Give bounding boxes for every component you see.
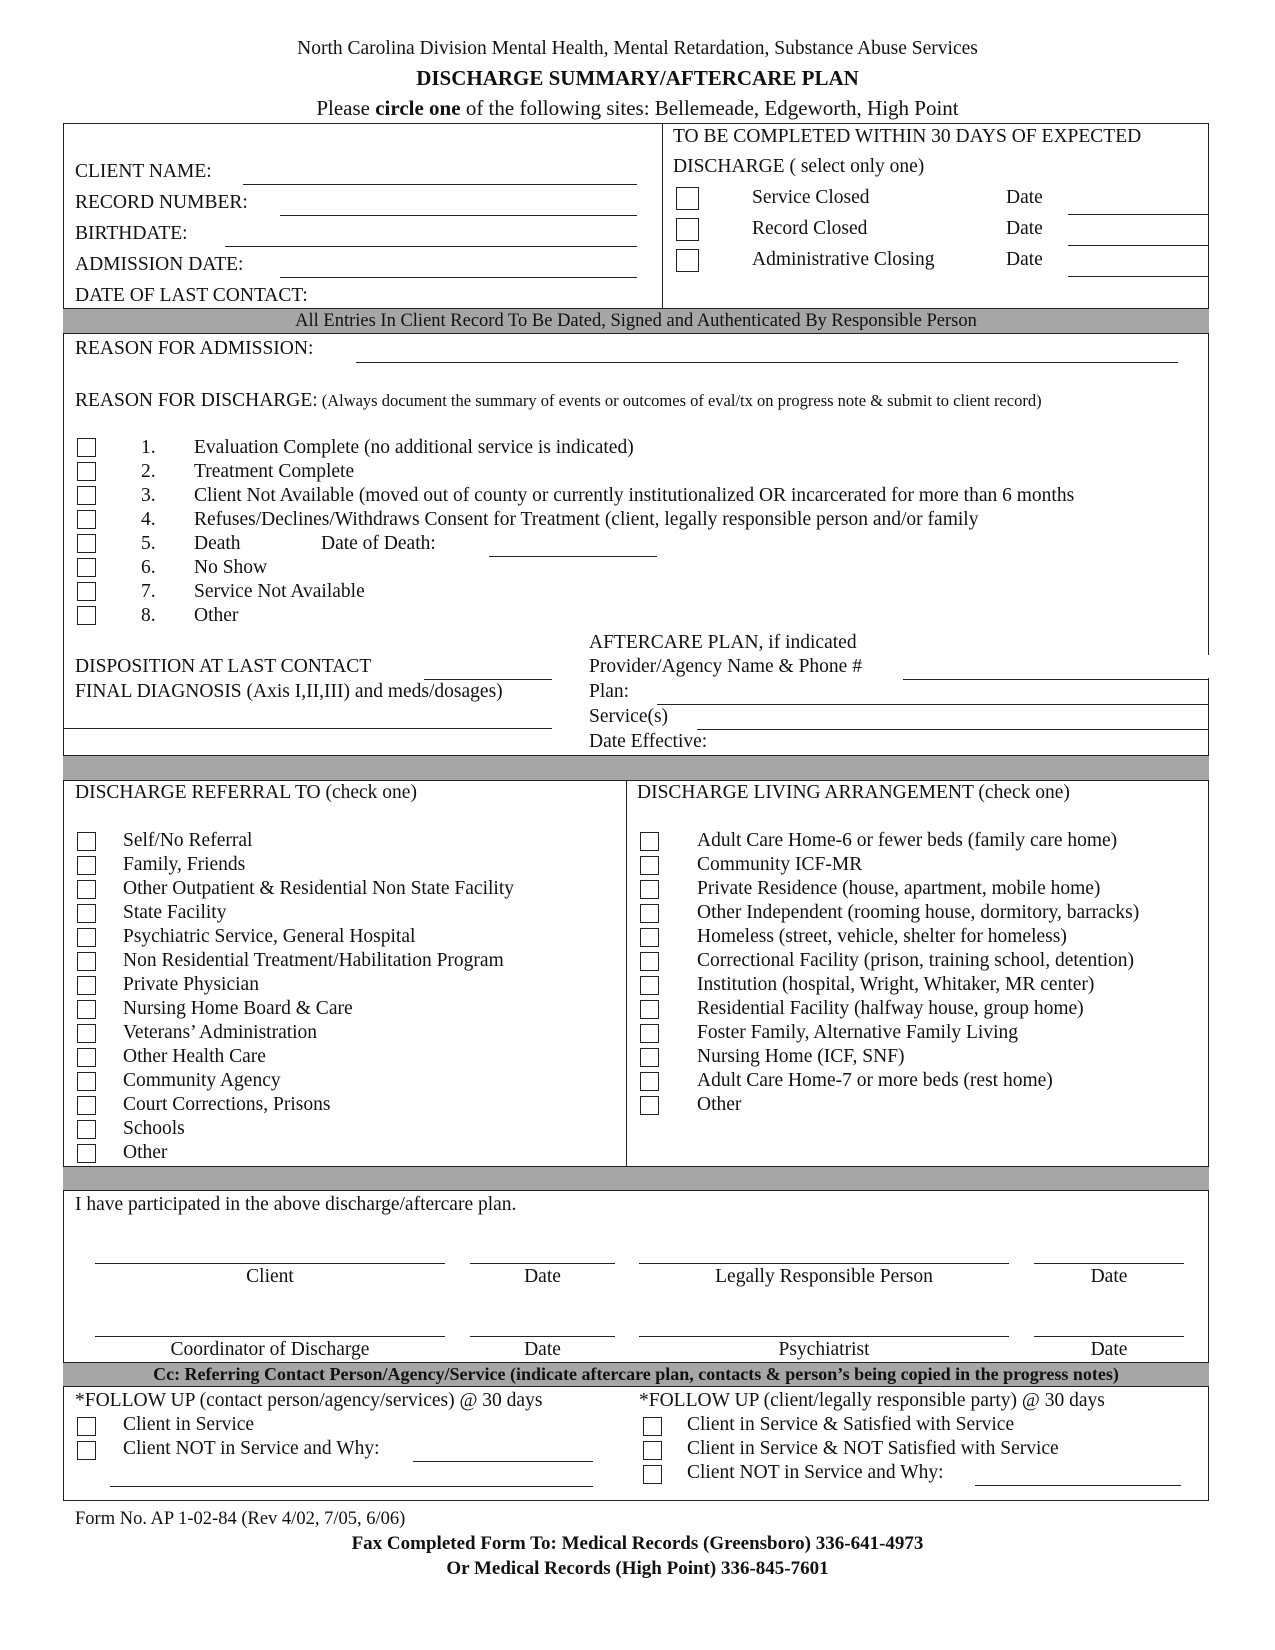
- frame-bottom: [63, 1500, 1209, 1501]
- service-closed-date-field[interactable]: [1068, 214, 1208, 215]
- date-of-death-field[interactable]: [489, 556, 657, 557]
- referral-option-checkbox[interactable]: [77, 1048, 96, 1067]
- referral-option-checkbox[interactable]: [77, 880, 96, 899]
- record-closed-date-field[interactable]: [1068, 245, 1208, 246]
- reason-text-2: Treatment Complete: [194, 461, 355, 482]
- services-field[interactable]: [697, 729, 1209, 730]
- referral-option-checkbox[interactable]: [77, 928, 96, 947]
- record-closed-date-label: Date: [1006, 218, 1043, 239]
- lrp-date-label: Date: [1090, 1266, 1128, 1287]
- lrp-signature-line[interactable]: [639, 1263, 1009, 1264]
- referral-option-label: Other Health Care: [123, 1046, 266, 1067]
- final-diagnosis-label: FINAL DIAGNOSIS (Axis I,II,III) and meds/dosages): [75, 681, 503, 702]
- referral-option-label: Court Corrections, Prisons: [123, 1094, 331, 1115]
- service-closed-date-label: Date: [1006, 187, 1043, 208]
- living-option-checkbox[interactable]: [640, 1024, 659, 1043]
- reason-discharge-heading: REASON FOR DISCHARGE: (Always document the summary of events or outcomes of eval/tx on progress note & submit to client record): [75, 390, 1042, 411]
- living-option-checkbox[interactable]: [640, 904, 659, 923]
- living-option-checkbox[interactable]: [640, 976, 659, 995]
- referral-option-checkbox[interactable]: [77, 1144, 96, 1163]
- admission-date-label: ADMISSION DATE:: [75, 254, 244, 275]
- reason-text-4: Refuses/Declines/Withdraws Consent for Treatment (client, legally responsible person and/or family: [194, 509, 979, 530]
- followup-right-label-1: Client in Service & Satisfied with Service: [687, 1414, 1015, 1435]
- client-name-field[interactable]: [243, 184, 637, 185]
- living-option-label: Nursing Home (ICF, SNF): [697, 1046, 905, 1067]
- reason-num-6: 6.: [141, 557, 156, 578]
- entries-banner-text: All Entries In Client Record To Be Dated, Signed and Authenticated By Responsible Person: [295, 311, 977, 331]
- followup-right-checkbox-1[interactable]: [643, 1417, 662, 1436]
- referral-option-checkbox[interactable]: [77, 856, 96, 875]
- final-diagnosis-field[interactable]: [63, 728, 552, 729]
- provider-field[interactable]: [903, 679, 1209, 680]
- followup-left-label-1: Client in Service: [123, 1414, 255, 1435]
- psychiatrist-date-label: Date: [1090, 1339, 1128, 1360]
- aftercare-title: AFTERCARE PLAN, if indicated: [589, 632, 857, 653]
- record-number-label: RECORD NUMBER:: [75, 192, 248, 213]
- referral-option-checkbox[interactable]: [77, 1096, 96, 1115]
- living-option-checkbox[interactable]: [640, 880, 659, 899]
- birthdate-field[interactable]: [225, 246, 637, 247]
- admin-closing-date-field[interactable]: [1068, 276, 1208, 277]
- referral-option-checkbox[interactable]: [77, 952, 96, 971]
- client-date-label: Date: [524, 1266, 561, 1287]
- reason-num-8: 8.: [141, 605, 156, 626]
- reason-text-7: Service Not Available: [194, 581, 365, 602]
- provider-label: Provider/Agency Name & Phone #: [589, 656, 862, 677]
- referral-option-label: Community Agency: [123, 1070, 281, 1091]
- referral-option-checkbox[interactable]: [77, 976, 96, 995]
- cc-banner-text: Cc: Referring Contact Person/Agency/Service (indicate aftercare plan, contacts & person’s being copied in the progress notes): [153, 1364, 1119, 1384]
- followup-right-checkbox-2[interactable]: [643, 1441, 662, 1460]
- discharge-type-heading-2: DISCHARGE ( select only one): [673, 156, 925, 177]
- coordinator-signature-line[interactable]: [95, 1336, 445, 1337]
- reason-admission-field[interactable]: [356, 362, 1178, 363]
- living-option-label: Correctional Facility (prison, training school, detention): [697, 950, 1135, 971]
- referral-option-label: Non Residential Treatment/Habilitation Program: [123, 950, 504, 971]
- coordinator-date-line[interactable]: [470, 1336, 615, 1337]
- referral-option-checkbox[interactable]: [77, 832, 96, 851]
- living-option-checkbox[interactable]: [640, 928, 659, 947]
- referral-option-label: Other: [123, 1142, 168, 1163]
- disposition-field[interactable]: [424, 679, 552, 680]
- psychiatrist-date-line[interactable]: [1034, 1336, 1184, 1337]
- reason-text-8: Other: [194, 605, 239, 626]
- living-option-checkbox[interactable]: [640, 832, 659, 851]
- record-number-field[interactable]: [280, 215, 637, 216]
- admin-closing-date-label: Date: [1006, 249, 1043, 270]
- reason-checkbox-2[interactable]: [77, 462, 96, 481]
- followup-right-checkbox-3[interactable]: [643, 1465, 662, 1484]
- referral-title: DISCHARGE REFERRAL TO (check one): [75, 782, 417, 803]
- living-option-label: Foster Family, Alternative Family Living: [697, 1022, 1018, 1043]
- reason-num-7: 7.: [141, 581, 156, 602]
- followup-right-title: *FOLLOW UP (client/legally responsible party) @ 30 days: [639, 1390, 1105, 1411]
- section-divider-bar-1: [63, 755, 1209, 781]
- plan-field[interactable]: [657, 704, 1209, 705]
- reason-num-4: 4.: [141, 509, 156, 530]
- frame-right-upper: [1208, 123, 1209, 655]
- lrp-date-line[interactable]: [1034, 1263, 1184, 1264]
- frame-top: [63, 123, 1209, 124]
- living-title: DISCHARGE LIVING ARRANGEMENT (check one): [637, 782, 1070, 803]
- reason-num-3: 3.: [141, 485, 156, 506]
- client-date-line[interactable]: [470, 1263, 615, 1264]
- psychiatrist-signature-label: Psychiatrist: [778, 1339, 870, 1360]
- reason-text-1: Evaluation Complete (no additional service is indicated): [194, 437, 634, 458]
- living-option-checkbox[interactable]: [640, 1072, 659, 1091]
- plan-label: Plan:: [589, 681, 630, 702]
- reason-checkbox-8[interactable]: [77, 606, 96, 625]
- referral-option-checkbox[interactable]: [77, 1024, 96, 1043]
- living-option-checkbox[interactable]: [640, 952, 659, 971]
- reason-text-6: No Show: [194, 557, 268, 578]
- date-effective-label: Date Effective:: [589, 731, 708, 752]
- reason-checkbox-6[interactable]: [77, 558, 96, 577]
- followup-right-label-3: Client NOT in Service and Why:: [687, 1462, 944, 1483]
- form-title: DISCHARGE SUMMARY/AFTERCARE PLAN: [416, 66, 859, 90]
- site-selection: Please circle one of the following sites: Bellemeade, Edgeworth, High Point: [316, 96, 959, 120]
- referral-option-label: Other Outpatient & Residential Non State Facility: [123, 878, 515, 899]
- reason-checkbox-5[interactable]: [77, 534, 96, 553]
- coordinator-signature-label: Coordinator of Discharge: [170, 1339, 370, 1360]
- reason-num-2: 2.: [141, 461, 156, 482]
- living-option-label: Other Independent (rooming house, dormitory, barracks): [697, 902, 1140, 923]
- living-option-checkbox[interactable]: [640, 1048, 659, 1067]
- referral-option-checkbox[interactable]: [77, 904, 96, 923]
- living-option-label: Private Residence (house, apartment, mobile home): [697, 878, 1101, 899]
- living-option-label: Institution (hospital, Wright, Whitaker, MR center): [697, 974, 1095, 995]
- referral-living-divider: [626, 781, 627, 1167]
- reason-checkbox-1[interactable]: [77, 438, 96, 457]
- living-option-label: Other: [697, 1094, 742, 1115]
- record-closed-checkbox[interactable]: [676, 218, 699, 241]
- date-of-death-label: Date of Death:: [321, 533, 436, 554]
- client-signature-line[interactable]: [95, 1263, 445, 1264]
- top-divider: [662, 123, 663, 309]
- disposition-label: DISPOSITION AT LAST CONTACT: [75, 656, 372, 677]
- discharge-type-heading-1: TO BE COMPLETED WITHIN 30 DAYS OF EXPECTED: [673, 126, 1142, 147]
- living-option-checkbox[interactable]: [640, 856, 659, 875]
- followup-left-checkbox-1[interactable]: [77, 1417, 96, 1436]
- fax-line-1: Fax Completed Form To: Medical Records (Greensboro) 336-641-4973: [351, 1533, 924, 1554]
- agency-heading: North Carolina Division Mental Health, Mental Retardation, Substance Abuse Services: [297, 38, 978, 59]
- service-closed-label: Service Closed: [752, 187, 870, 208]
- followup-left-label-2: Client NOT in Service and Why:: [123, 1438, 380, 1459]
- referral-option-label: Psychiatric Service, General Hospital: [123, 926, 416, 947]
- living-option-checkbox[interactable]: [640, 1000, 659, 1019]
- living-option-label: Community ICF-MR: [697, 854, 863, 875]
- followup-left-why-field[interactable]: [413, 1461, 593, 1462]
- participation-statement: I have participated in the above discharge/aftercare plan.: [75, 1194, 517, 1215]
- section-divider-bar-2: [63, 1166, 1209, 1191]
- last-contact-label: DATE OF LAST CONTACT:: [75, 285, 308, 306]
- reason-checkbox-4[interactable]: [77, 510, 96, 529]
- referral-option-label: Schools: [123, 1118, 185, 1139]
- service-closed-checkbox[interactable]: [676, 187, 699, 210]
- followup-left-checkbox-2[interactable]: [77, 1441, 96, 1460]
- referral-option-label: State Facility: [123, 902, 227, 923]
- referral-option-checkbox[interactable]: [77, 1120, 96, 1139]
- living-option-label: Residential Facility (halfway house, group home): [697, 998, 1084, 1019]
- record-closed-label: Record Closed: [752, 218, 868, 239]
- reason-admission-label: REASON FOR ADMISSION:: [75, 338, 314, 359]
- services-label: Service(s): [589, 706, 669, 727]
- referral-option-checkbox[interactable]: [77, 1072, 96, 1091]
- reason-text-5: Death: [194, 533, 241, 554]
- living-option-label: Homeless (street, vehicle, shelter for homeless): [697, 926, 1067, 947]
- form-number: Form No. AP 1-02-84 (Rev 4/02, 7/05, 6/06): [75, 1509, 406, 1529]
- living-option-checkbox[interactable]: [640, 1096, 659, 1115]
- referral-option-checkbox[interactable]: [77, 1000, 96, 1019]
- referral-option-label: Private Physician: [123, 974, 259, 995]
- followup-left-title: *FOLLOW UP (contact person/agency/services) @ 30 days: [75, 1390, 543, 1411]
- followup-right-why-field[interactable]: [975, 1485, 1181, 1486]
- referral-option-label: Self/No Referral: [123, 830, 253, 851]
- admission-date-field[interactable]: [280, 277, 637, 278]
- followup-right-label-2: Client in Service & NOT Satisfied with Service: [687, 1438, 1059, 1459]
- admin-closing-checkbox[interactable]: [676, 249, 699, 272]
- referral-option-label: Family, Friends: [123, 854, 246, 875]
- referral-option-label: Nursing Home Board & Care: [123, 998, 353, 1019]
- reason-checkbox-3[interactable]: [77, 486, 96, 505]
- reason-num-1: 1.: [141, 437, 156, 458]
- reason-num-5: 5.: [141, 533, 156, 554]
- reason-checkbox-7[interactable]: [77, 582, 96, 601]
- lrp-signature-label: Legally Responsible Person: [715, 1266, 933, 1287]
- coordinator-date-label: Date: [524, 1339, 561, 1360]
- admin-closing-label: Administrative Closing: [752, 249, 935, 270]
- referral-option-label: Veterans’ Administration: [123, 1022, 318, 1043]
- client-signature-label: Client: [246, 1266, 294, 1287]
- living-option-label: Adult Care Home-7 or more beds (rest home): [697, 1070, 1053, 1091]
- living-option-label: Adult Care Home-6 or fewer beds (family care home): [697, 830, 1118, 851]
- fax-line-2: Or Medical Records (High Point) 336-845-7601: [446, 1558, 829, 1579]
- birthdate-label: BIRTHDATE:: [75, 223, 188, 244]
- psychiatrist-signature-line[interactable]: [639, 1336, 1009, 1337]
- reason-text-3: Client Not Available (moved out of county or currently institutionalized OR incarcerated for more than 6 months: [194, 485, 1075, 506]
- followup-left-why-field-2[interactable]: [110, 1486, 593, 1487]
- client-name-label: CLIENT NAME:: [75, 161, 212, 182]
